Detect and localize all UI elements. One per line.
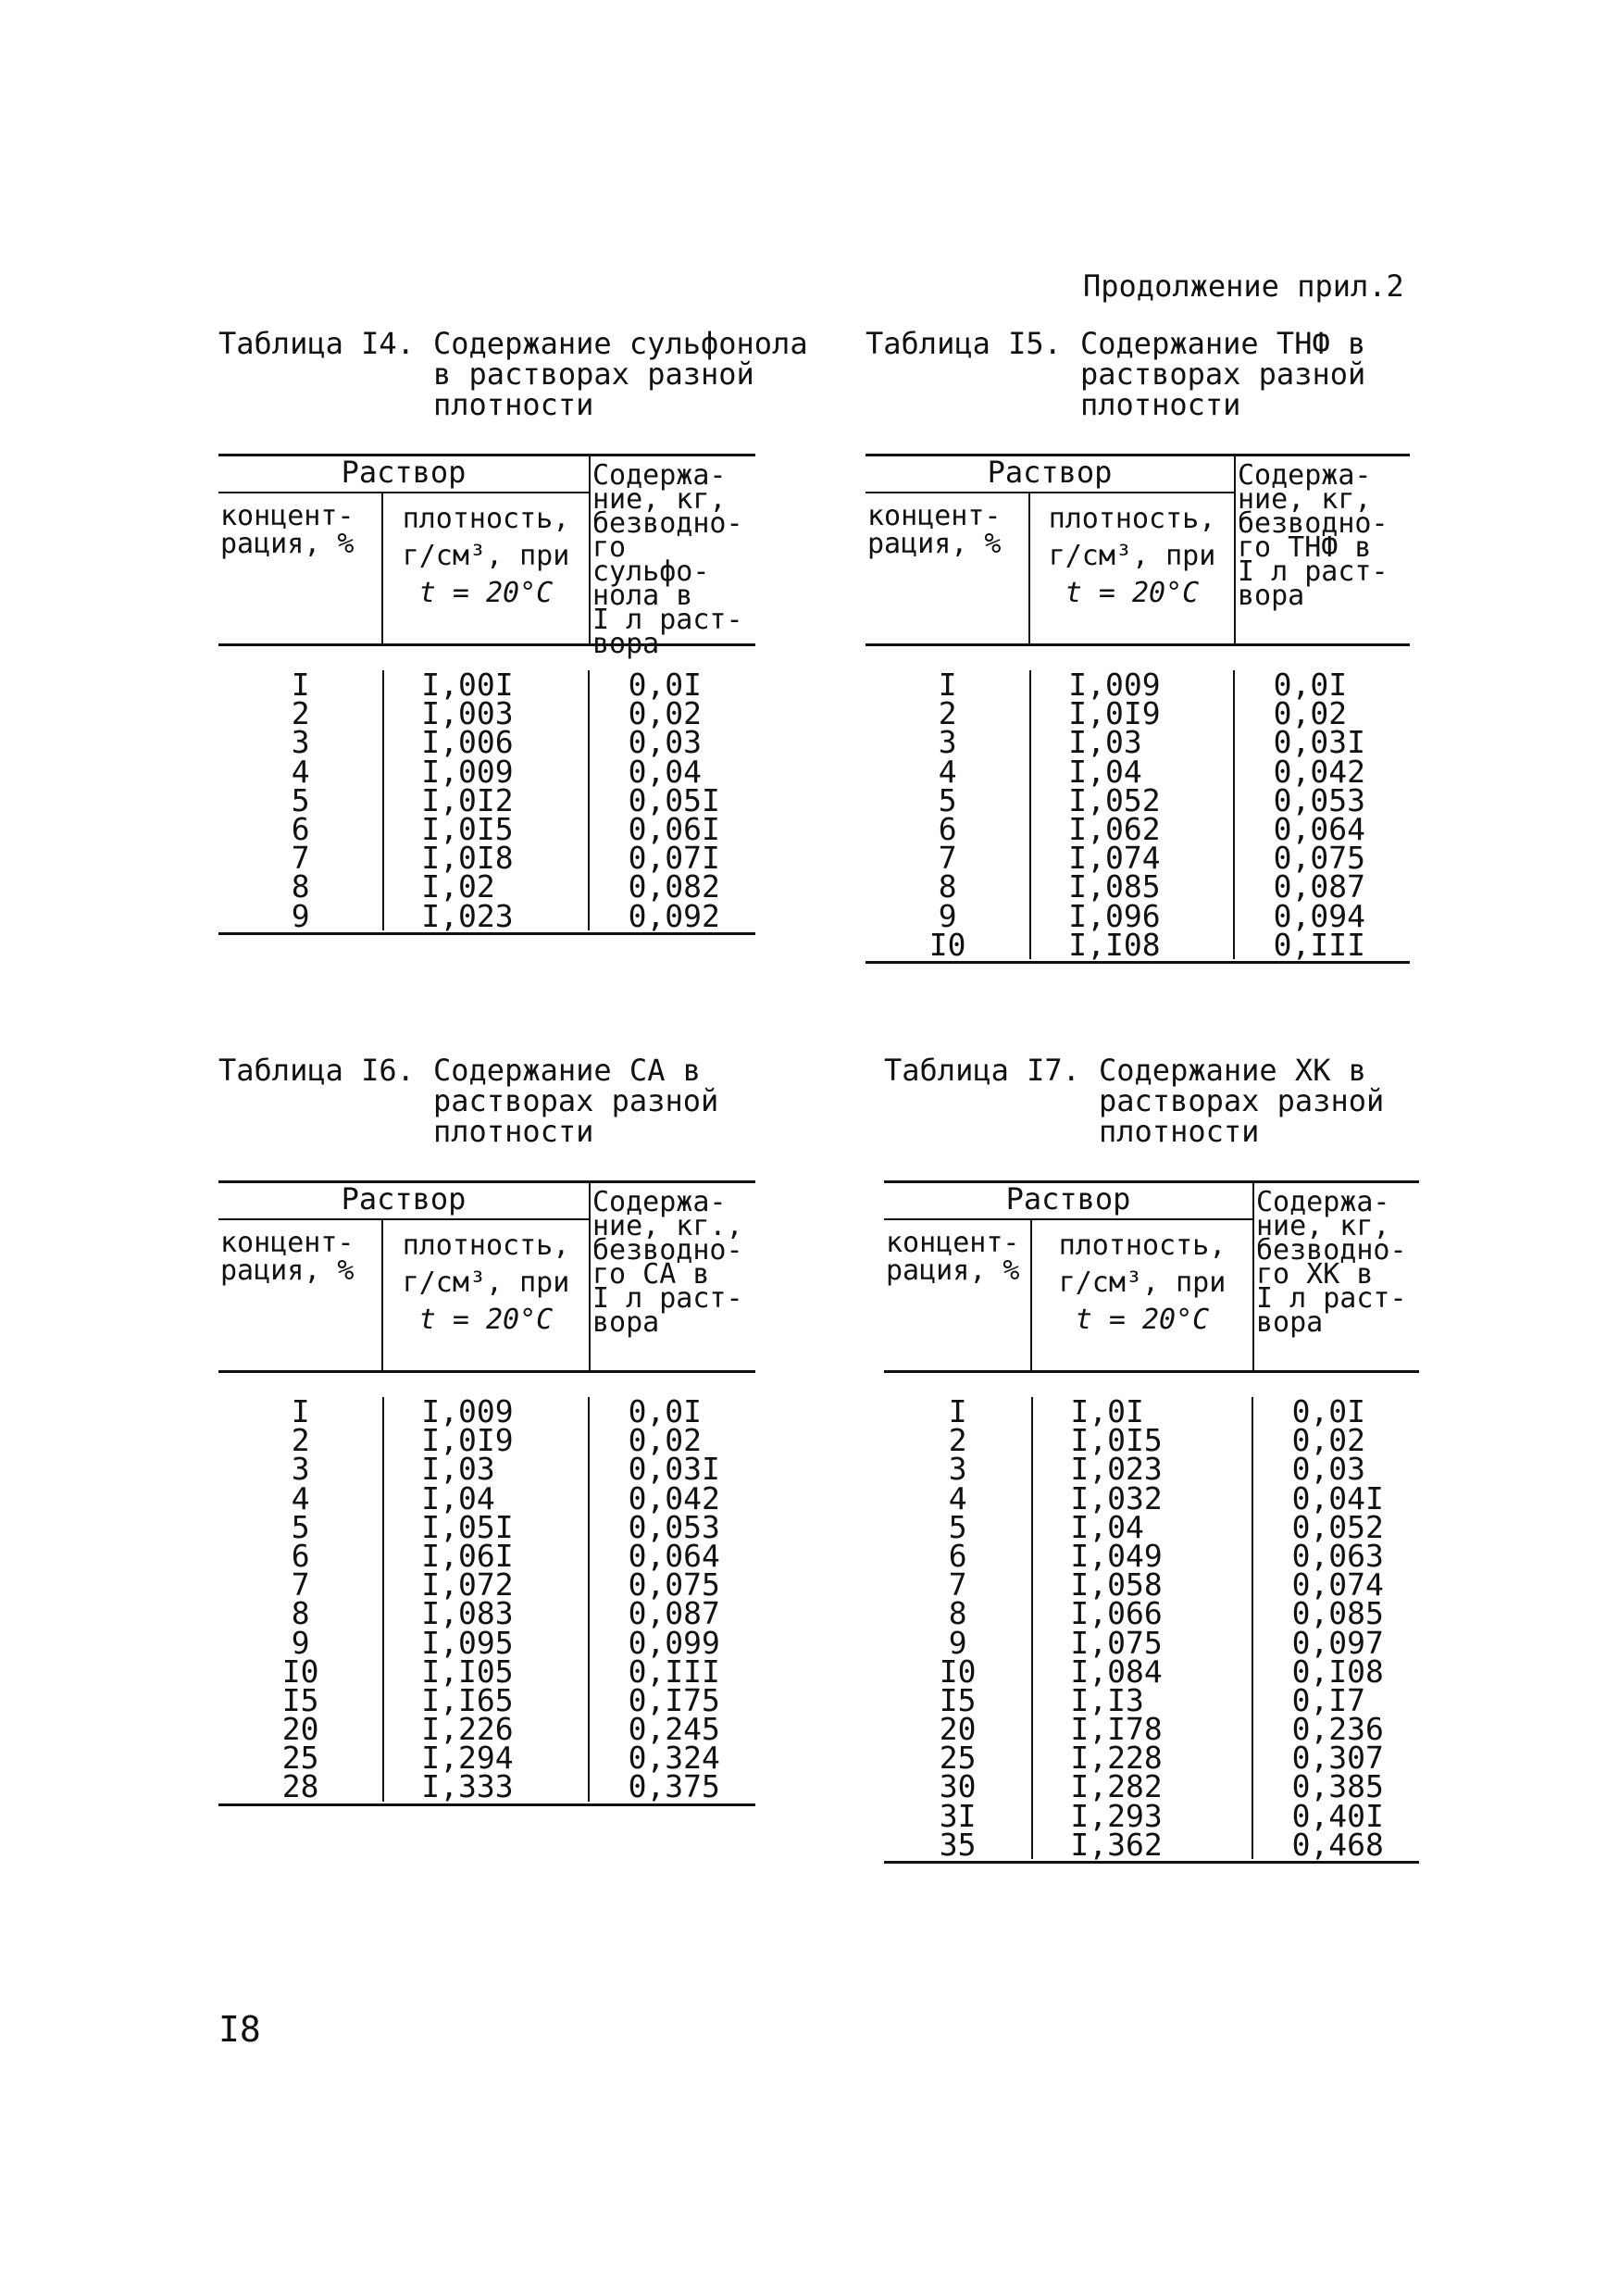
cell-density: I,04: [421, 1479, 495, 1516]
header-density-line: плотность,: [1048, 503, 1216, 535]
cell-content: 0,385: [1291, 1768, 1384, 1805]
cell-density: I,052: [1068, 781, 1161, 818]
cell-density: I,03: [1068, 724, 1142, 761]
table-number: Таблица I5.: [866, 326, 1062, 361]
cell-content: 0,087: [1273, 868, 1365, 905]
header-density-line: t = 20°С: [418, 577, 554, 609]
cell-content: 0,064: [628, 1537, 720, 1574]
cell-content: 0,042: [1273, 753, 1365, 790]
column-concentration: [866, 667, 1031, 963]
cell-content: 0,04I: [1291, 1479, 1384, 1516]
cell-concentration: 6: [938, 810, 957, 847]
cell-density: I,006: [421, 724, 514, 761]
header-density-line: плотность,: [1058, 1229, 1227, 1262]
cell-concentration: 3: [948, 1451, 967, 1488]
cell-concentration: 6: [291, 810, 310, 847]
cell-content: 0,0I: [1291, 1393, 1366, 1429]
cell-concentration: 9: [291, 897, 310, 934]
header-content: Содержа- ние, кг, безводно- го ХК в I л раст- вора: [1256, 1186, 1407, 1339]
cell-density: I,0I8: [421, 840, 514, 877]
cell-content: 0,064: [1273, 810, 1365, 847]
cell-content: 0,I7: [1291, 1681, 1366, 1718]
cell-density: I,294: [421, 1740, 514, 1777]
cell-content: 0,02: [1273, 695, 1348, 732]
table-number: Таблица I6.: [218, 1053, 415, 1088]
cell-concentration: 7: [291, 1566, 310, 1603]
cell-density: I,075: [1070, 1624, 1163, 1661]
cell-content: 0,052: [1291, 1508, 1384, 1545]
cell-density: I,I78: [1070, 1711, 1163, 1748]
cell-concentration: 30: [939, 1768, 977, 1805]
cell-concentration: 2: [948, 1422, 967, 1459]
cell-density: I,I05: [421, 1653, 514, 1690]
cell-concentration: I: [938, 667, 957, 703]
column-content: [1253, 1393, 1419, 1863]
cell-concentration: 6: [948, 1537, 967, 1574]
cell-density: I,023: [1070, 1451, 1163, 1488]
cell-density: I,009: [421, 1393, 514, 1429]
header-solution-group: [866, 456, 1236, 643]
cell-density: I,293: [1070, 1797, 1163, 1834]
cell-content: 0,40I: [1291, 1797, 1384, 1834]
cell-density: I,333: [421, 1768, 514, 1805]
cell-content: 0,06I: [628, 810, 720, 847]
cell-density: I,04: [1070, 1508, 1144, 1545]
cell-content: 0,III: [1273, 926, 1365, 963]
header-solution-group: [218, 1183, 591, 1370]
header-density: [383, 1220, 589, 1370]
header-density-line: г/см³, при: [1048, 540, 1216, 572]
cell-concentration: 8: [291, 868, 310, 905]
header-group-label: Раствор: [218, 456, 589, 493]
column-concentration: [218, 1393, 384, 1805]
header-group-label: Раствор: [218, 1183, 589, 1220]
cell-density: I,072: [421, 1566, 514, 1603]
cell-density: I,0I9: [1068, 695, 1161, 732]
cell-content: 0,I08: [1291, 1653, 1384, 1690]
cell-content: 0,III: [628, 1653, 720, 1690]
header-subcolumns: [866, 493, 1234, 643]
cell-density: I,023: [421, 897, 514, 934]
column-concentration: [218, 667, 384, 934]
cell-concentration: 5: [938, 781, 957, 818]
cell-concentration: 3: [291, 1451, 310, 1488]
column-density: [1031, 667, 1234, 963]
cell-content: 0,468: [1291, 1826, 1384, 1863]
cell-content: 0,094: [1273, 897, 1365, 934]
cell-concentration: 4: [948, 1479, 967, 1516]
header-subcolumns: [884, 1220, 1252, 1370]
cell-content: 0,074: [1291, 1566, 1384, 1603]
header-density-line: г/см³, при: [402, 540, 570, 572]
cell-concentration: 20: [281, 1711, 319, 1748]
cell-concentration: 28: [281, 1768, 319, 1805]
continuation-header: Продолжение прил.2: [1083, 268, 1404, 304]
cell-density: I,282: [1070, 1768, 1163, 1805]
table-16: [218, 1055, 755, 1806]
table-header: [218, 1183, 755, 1373]
header-group-label: Раствор: [866, 456, 1234, 493]
cell-content: 0,075: [628, 1566, 720, 1603]
cell-concentration: 4: [938, 753, 957, 790]
table-body: [884, 1373, 1419, 1861]
header-concentration: концент- рация, %: [218, 1220, 383, 1370]
header-density-line: t = 20°С: [418, 1304, 554, 1336]
cell-density: I,226: [421, 1711, 514, 1748]
table-body: [218, 1373, 755, 1803]
cell-concentration: I: [291, 667, 310, 703]
cell-concentration: 5: [948, 1508, 967, 1545]
cell-density: I,032: [1070, 1479, 1163, 1516]
cell-content: 0,0I: [1273, 667, 1348, 703]
cell-concentration: 25: [939, 1740, 977, 1777]
cell-content: 0,375: [628, 1768, 720, 1805]
table-header: [218, 455, 755, 660]
cell-content: 0,03I: [1273, 724, 1365, 761]
header-density-line: плотность,: [402, 503, 570, 535]
cell-content: 0,03: [628, 724, 703, 761]
header-subcolumns: [218, 1220, 589, 1370]
column-density: [384, 667, 589, 934]
cell-density: I,05I: [421, 1508, 514, 1545]
cell-concentration: 8: [938, 868, 957, 905]
cell-density: I,083: [421, 1595, 514, 1632]
cell-density: I,03: [421, 1451, 495, 1488]
cell-concentration: 9: [291, 1624, 310, 1661]
cell-concentration: 6: [291, 1537, 310, 1574]
column-content: [1235, 667, 1410, 963]
header-subcolumns: [218, 493, 589, 643]
table-header: [884, 1183, 1419, 1373]
table-number: Таблица I4.: [218, 326, 415, 361]
cell-concentration: I0: [928, 926, 966, 963]
data-table: [884, 1180, 1419, 1864]
cell-density: I,0I: [1070, 1393, 1144, 1429]
data-table: [218, 1180, 755, 1806]
cell-content: 0,04: [628, 753, 703, 790]
table-number: Таблица I7.: [884, 1053, 1080, 1088]
data-table: [218, 454, 755, 935]
cell-concentration: I: [948, 1393, 967, 1429]
cell-content: 0,0I: [628, 667, 703, 703]
cell-content: 0,07I: [628, 840, 720, 877]
cell-concentration: 5: [291, 1508, 310, 1545]
table-body: [218, 646, 755, 932]
cell-density: I,074: [1068, 840, 1161, 877]
header-concentration: концент- рация, %: [218, 493, 383, 643]
cell-density: I,009: [1068, 667, 1161, 703]
header-density: [1030, 493, 1234, 643]
cell-content: 0,0I: [628, 1393, 703, 1429]
cell-concentration: 9: [938, 897, 957, 934]
cell-content: 0,05I: [628, 781, 720, 818]
column-content: [590, 667, 755, 934]
cell-density: I,095: [421, 1624, 514, 1661]
cell-density: I,096: [1068, 897, 1161, 934]
cell-concentration: I5: [939, 1681, 977, 1718]
cell-density: I,I3: [1070, 1681, 1144, 1718]
cell-concentration: 2: [291, 695, 310, 732]
cell-density: I,085: [1068, 868, 1161, 905]
cell-concentration: 4: [291, 1479, 310, 1516]
table-title: Содержание СА в растворах разной плотности: [433, 1053, 719, 1149]
header-content: Содержа- ние, кг., безводно- го СА в I л раст- вора: [592, 1186, 743, 1339]
header-solution-group: [884, 1183, 1254, 1370]
cell-content: 0,03: [1291, 1451, 1366, 1488]
table-17: [884, 1055, 1419, 1864]
cell-content: 0,02: [1291, 1422, 1366, 1459]
cell-density: I,00I: [421, 667, 514, 703]
cell-concentration: 2: [938, 695, 957, 732]
cell-content: 0,236: [1291, 1711, 1384, 1748]
cell-density: I,062: [1068, 810, 1161, 847]
header-density-line: г/см³, при: [402, 1267, 570, 1299]
cell-concentration: 2: [291, 1422, 310, 1459]
cell-content: 0,085: [1291, 1595, 1384, 1632]
cell-density: I,362: [1070, 1826, 1163, 1863]
cell-concentration: I0: [939, 1653, 977, 1690]
header-density-line: t = 20°С: [1065, 577, 1200, 609]
cell-concentration: 3: [291, 724, 310, 761]
cell-concentration: I5: [281, 1681, 319, 1718]
header-concentration: концент- рация, %: [884, 1220, 1032, 1370]
table-title: Содержание ХК в растворах разной плотности: [1099, 1053, 1385, 1149]
cell-content: 0,03I: [628, 1451, 720, 1488]
cell-density: I,009: [421, 753, 514, 790]
header-concentration: концент- рация, %: [866, 493, 1030, 643]
cell-density: I,003: [421, 695, 514, 732]
cell-content: 0,02: [628, 695, 703, 732]
cell-concentration: 35: [939, 1826, 977, 1863]
header-content: Содержа- ние, кг, безводно- го ТНФ в I л раст- вора: [1238, 459, 1389, 612]
cell-concentration: 8: [948, 1595, 967, 1632]
table-caption: [866, 326, 1410, 422]
table-title: Содержание ТНФ в растворах разной плотности: [1080, 326, 1366, 422]
cell-density: I,058: [1070, 1566, 1163, 1603]
cell-density: I,02: [421, 868, 495, 905]
cell-density: I,0I5: [1070, 1422, 1163, 1459]
header-density-line: t = 20°С: [1075, 1304, 1210, 1336]
header-solution-group: [218, 456, 591, 643]
cell-density: I,0I5: [421, 810, 514, 847]
table-caption: [218, 326, 808, 422]
cell-density: I,I08: [1068, 926, 1161, 963]
column-density: [384, 1393, 589, 1805]
cell-density: I,0I9: [421, 1422, 514, 1459]
cell-content: 0,324: [628, 1740, 720, 1777]
cell-density: I,049: [1070, 1537, 1163, 1574]
cell-concentration: 9: [948, 1624, 967, 1661]
cell-concentration: I: [291, 1393, 310, 1429]
cell-density: I,066: [1070, 1595, 1163, 1632]
cell-content: 0,075: [1273, 840, 1365, 877]
table-title: Содержание сульфонола в растворах разной плотности: [433, 326, 808, 422]
cell-content: 0,097: [1291, 1624, 1384, 1661]
cell-content: 0,053: [1273, 781, 1365, 818]
cell-content: 0,099: [628, 1624, 720, 1661]
cell-content: 0,087: [628, 1595, 720, 1632]
header-density-line: г/см³, при: [1058, 1267, 1227, 1299]
cell-content: 0,02: [628, 1422, 703, 1459]
page-number: I8: [218, 2009, 261, 2050]
cell-density: I,06I: [421, 1537, 514, 1574]
table-header: [866, 456, 1410, 646]
cell-content: 0,042: [628, 1479, 720, 1516]
cell-concentration: 7: [948, 1566, 967, 1603]
column-content: [590, 1393, 755, 1805]
cell-concentration: 7: [291, 840, 310, 877]
header-content: Содержа- ние, кг, безводно- го сульфо- нола в I л раст- вора: [592, 459, 743, 660]
data-table: [866, 454, 1410, 964]
cell-content: 0,245: [628, 1711, 720, 1748]
cell-content: 0,053: [628, 1508, 720, 1545]
cell-concentration: 4: [291, 753, 310, 790]
cell-concentration: I0: [281, 1653, 319, 1690]
cell-content: 0,092: [628, 897, 720, 934]
header-density-line: плотность,: [402, 1229, 570, 1262]
cell-concentration: 25: [281, 1740, 319, 1777]
column-density: [1033, 1393, 1252, 1863]
cell-content: 0,307: [1291, 1740, 1384, 1777]
cell-density: I,0I2: [421, 781, 514, 818]
cell-content: 0,063: [1291, 1537, 1384, 1574]
column-concentration: [884, 1393, 1033, 1863]
cell-concentration: 20: [939, 1711, 977, 1748]
cell-concentration: 3I: [939, 1797, 977, 1834]
cell-density: I,04: [1068, 753, 1142, 790]
header-group-label: Раствор: [884, 1183, 1252, 1220]
header-density: [383, 493, 589, 643]
cell-density: I,I65: [421, 1681, 514, 1718]
cell-concentration: 8: [291, 1595, 310, 1632]
table-14: [218, 326, 808, 935]
table-15: [866, 326, 1410, 964]
cell-content: 0,I75: [628, 1681, 720, 1718]
cell-concentration: 3: [938, 724, 957, 761]
cell-density: I,084: [1070, 1653, 1163, 1690]
table-caption: [218, 1055, 755, 1147]
header-density: [1032, 1220, 1252, 1370]
table-body: [866, 646, 1410, 961]
cell-concentration: 7: [938, 840, 957, 877]
cell-density: I,228: [1070, 1740, 1163, 1777]
cell-content: 0,082: [628, 868, 720, 905]
table-caption: [884, 1055, 1419, 1147]
cell-concentration: 5: [291, 781, 310, 818]
